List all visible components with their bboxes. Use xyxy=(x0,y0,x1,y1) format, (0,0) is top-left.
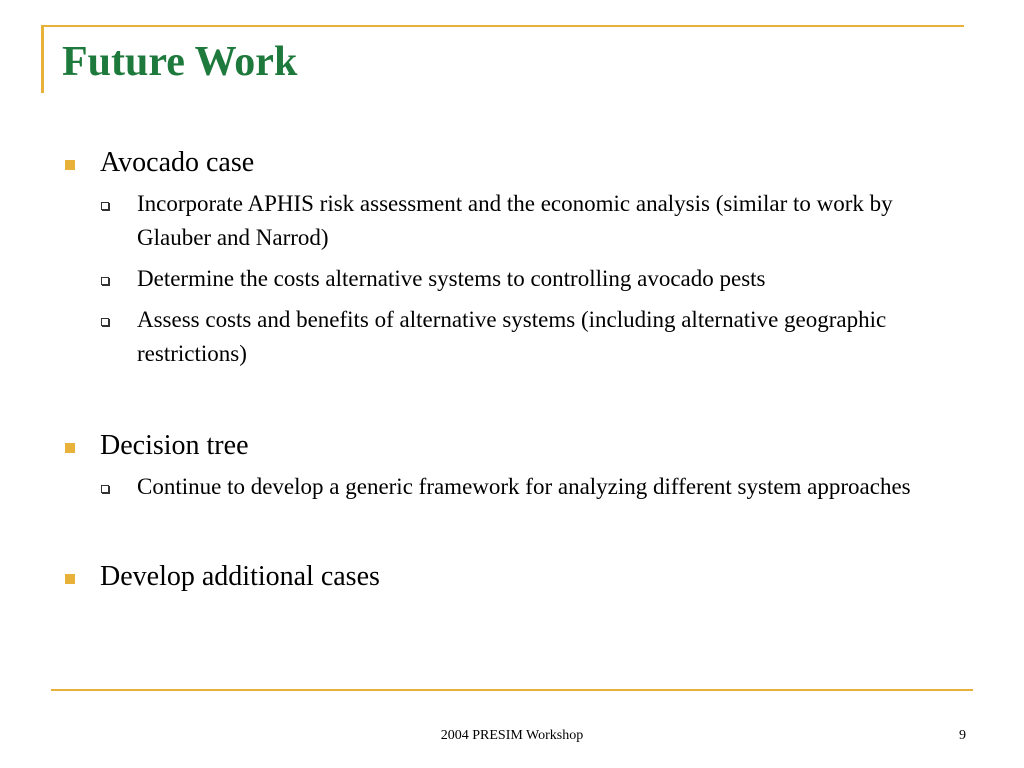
sub-bullet-text: Assess costs and benefits of alternative systems (including alternative geographic restrictions) xyxy=(137,307,887,366)
bullet-text: Develop additional cases xyxy=(100,561,380,592)
spacer xyxy=(62,504,962,560)
bullet-text: Decision tree xyxy=(100,430,249,461)
hollow-square-bullet-icon xyxy=(101,318,109,326)
bullet-decision-tree xyxy=(62,429,962,463)
square-bullet-icon xyxy=(65,443,75,453)
bullet-avocado-case xyxy=(62,146,962,180)
square-bullet-icon xyxy=(65,160,75,170)
sub-bullet-determine-costs xyxy=(100,262,967,296)
sub-bullet-text: Determine the costs alternative systems to controlling avocado pests xyxy=(137,266,766,291)
title-accent-horizontal-line xyxy=(41,25,964,27)
bullet-text: Avocado case xyxy=(100,147,255,178)
page-number: 9 xyxy=(959,728,966,743)
sub-bullet-assess-costs xyxy=(100,303,967,371)
hollow-square-bullet-icon xyxy=(101,202,109,210)
square-bullet-icon xyxy=(65,574,75,584)
hollow-square-bullet-icon xyxy=(101,277,109,285)
title-accent-vertical-line xyxy=(41,25,44,93)
hollow-square-bullet-icon xyxy=(101,485,109,493)
slide-content xyxy=(62,146,962,594)
sub-bullet-generic-framework xyxy=(100,470,967,504)
footer-text: 2004 PRESIM Workshop xyxy=(440,728,584,743)
slide-title: Future Work xyxy=(62,39,298,85)
footer-divider-line xyxy=(51,689,973,691)
sub-bullet-text: Continue to develop a generic framework for analyzing different system approaches xyxy=(137,474,911,499)
spacer xyxy=(62,371,962,429)
sub-bullet-text: Incorporate APHIS risk assessment and the economic analysis (similar to work by Glauber and Narrod) xyxy=(137,191,893,250)
bullet-develop-additional-cases xyxy=(62,560,962,594)
sub-bullet-incorporate-aphis xyxy=(100,187,967,255)
